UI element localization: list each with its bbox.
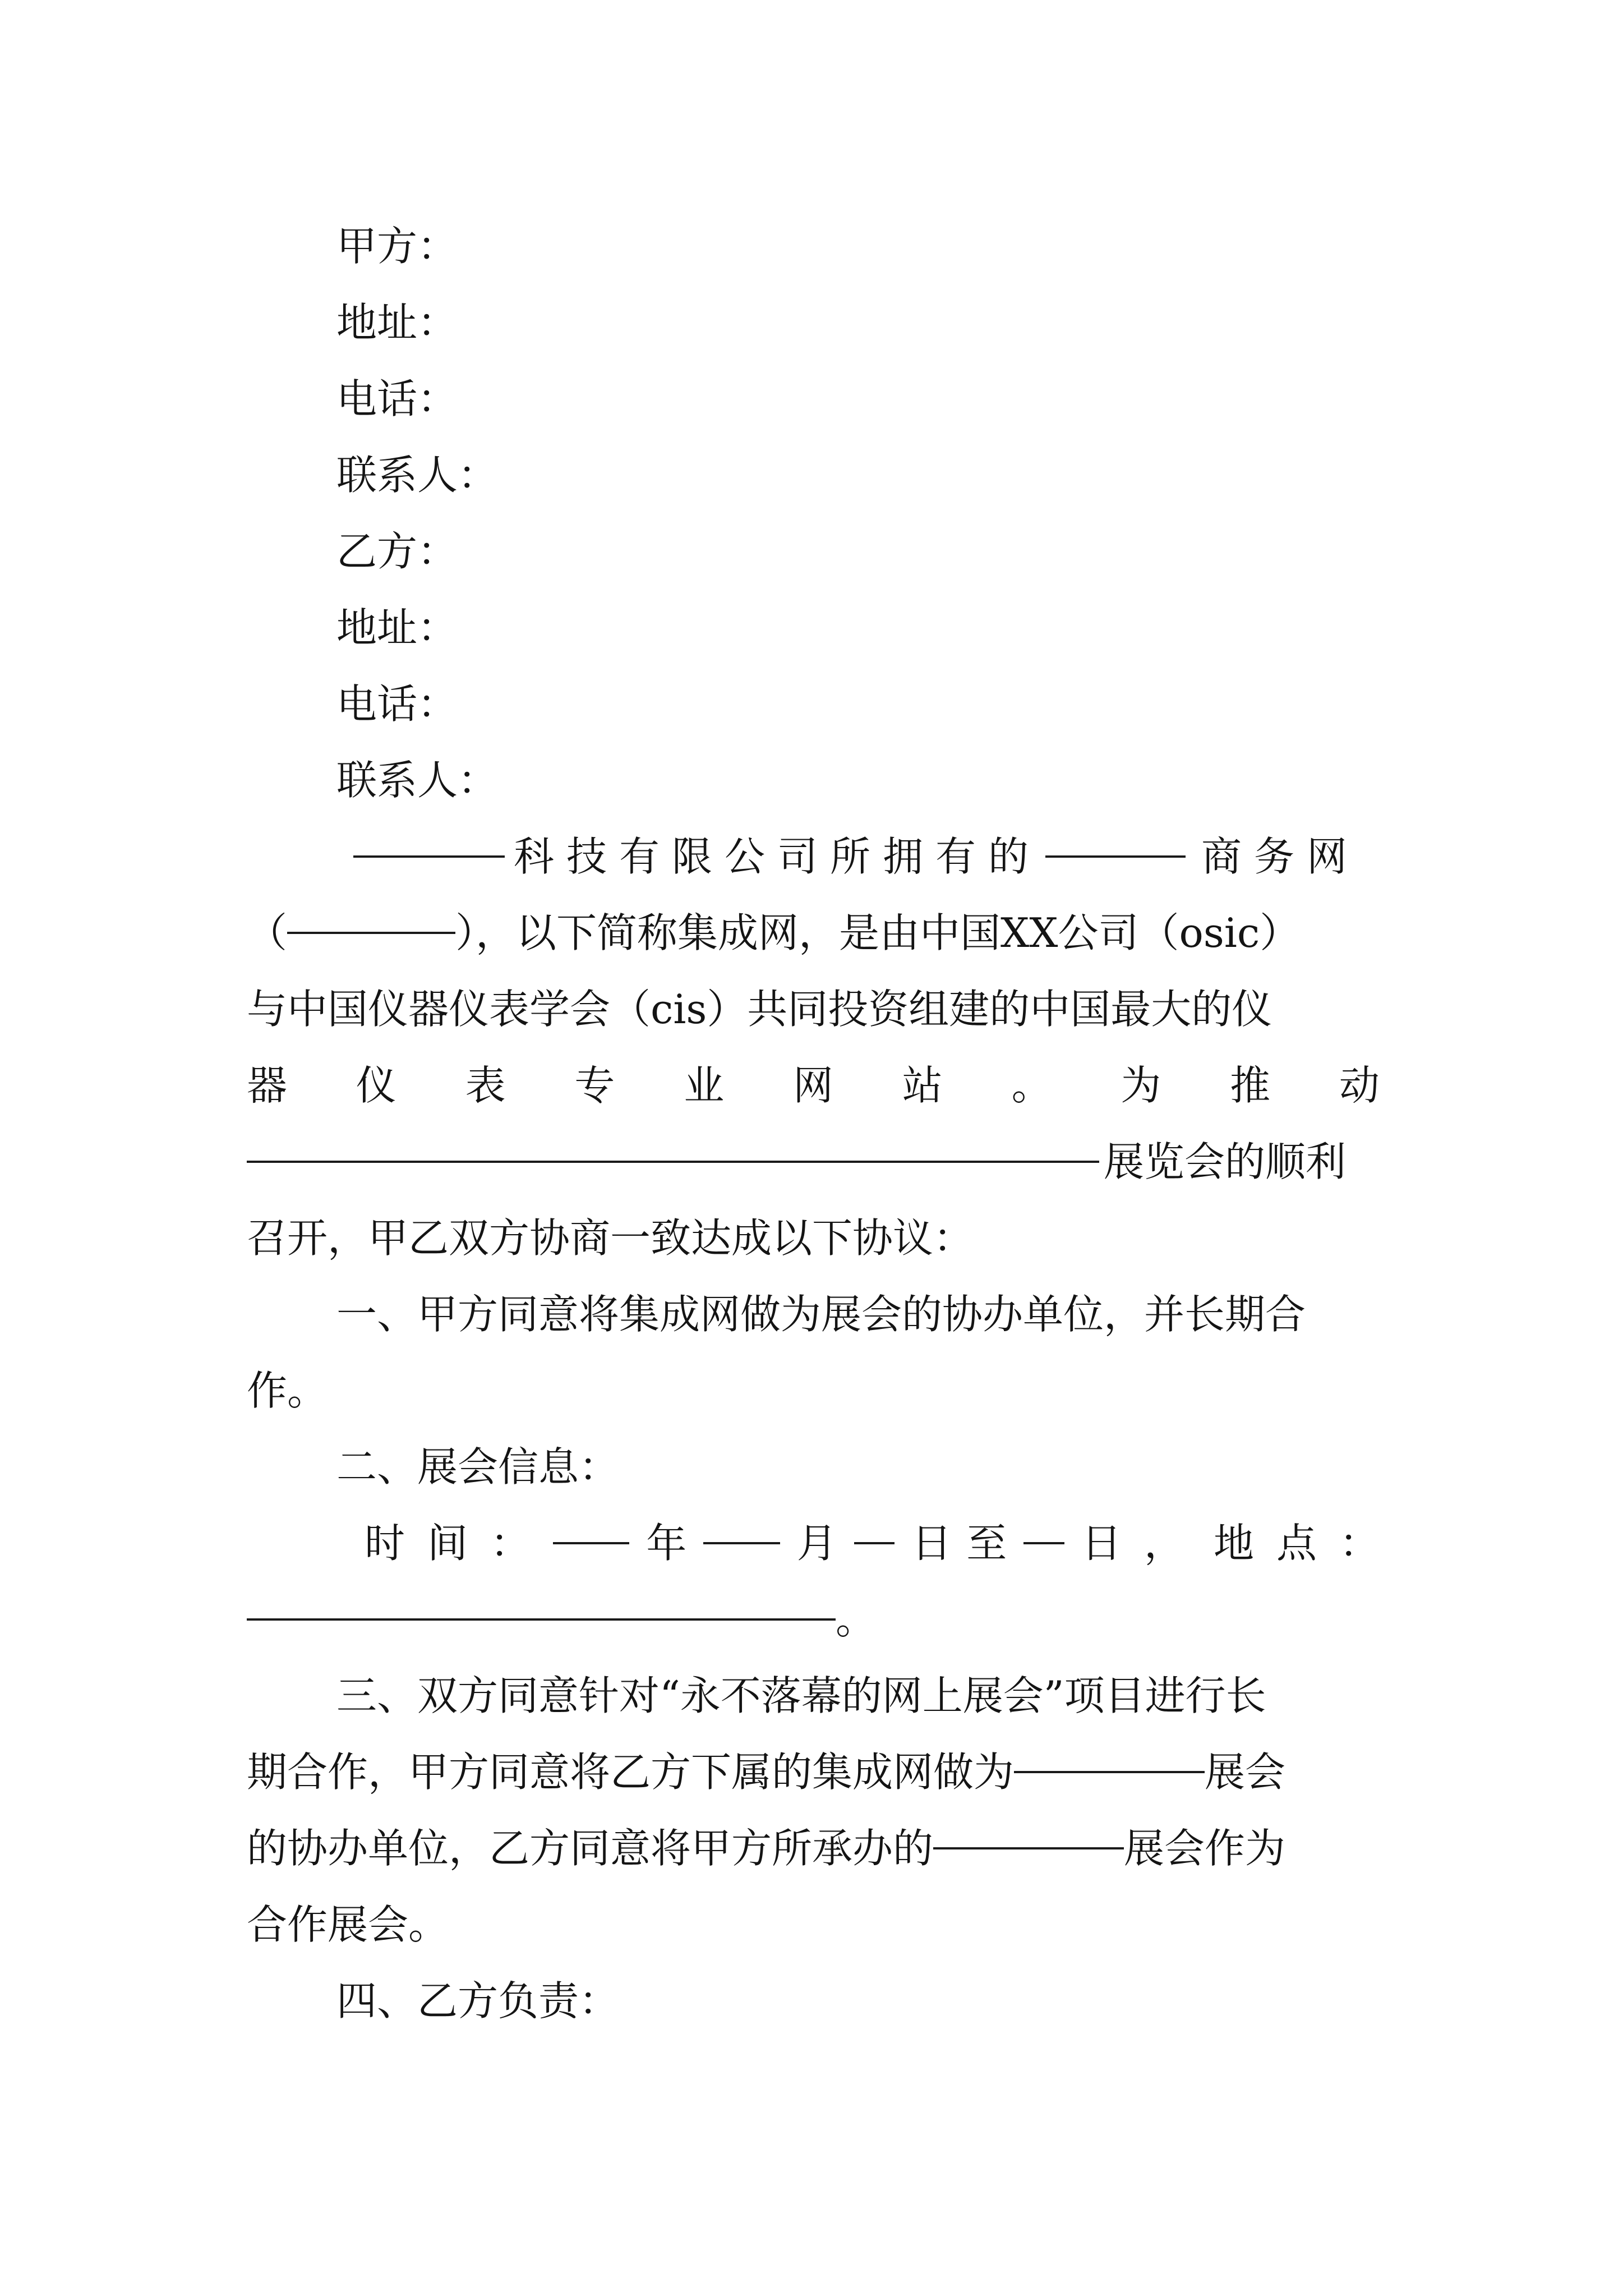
clause-2-title: 二、展会信息： [336,1443,620,1490]
party-a-address: 地址： [336,299,458,346]
intro-line-4 [247,1047,1380,1124]
blank-website [1045,855,1186,858]
char: 动 [1339,1062,1380,1109]
char: 点 [1276,1520,1317,1567]
intro-line-5 [247,1123,1385,1200]
blank-month [703,1542,780,1544]
blank-year [553,1542,629,1544]
party-a-phone: 电话： [336,375,458,422]
intro-text-2b: ），以下简称集成网，是由中国XX公司（osic） [455,909,1301,956]
blank-day-from [854,1542,895,1544]
day-from-label: 日至 [911,1520,1022,1567]
char: 间 [427,1520,468,1567]
clause-2-time-line [365,1504,1380,1582]
char: ： [490,1520,531,1567]
char: 表 [465,1062,506,1109]
blank-exhibition-b [933,1847,1124,1849]
year-label: 年 [646,1520,687,1567]
clause-3-line-4: 合作展会。 [247,1901,449,1948]
party-b-contact: 联系人： [336,757,499,804]
clause-3-line-3 [247,1810,1285,1887]
char: 仪 [356,1062,396,1109]
char: ： [1339,1520,1380,1567]
intro-text-1a: 科技有限公司所拥有的 [514,833,1041,880]
blank-day-to [1023,1542,1064,1544]
clause-3-text-3b: 展会作为 [1124,1825,1286,1872]
blank-exhibition-name [247,1161,1099,1163]
char: 业 [684,1062,725,1109]
clause-2-place-line [247,1581,876,1658]
place-end: 。 [836,1596,877,1643]
party-b-phone: 电话： [336,680,458,728]
blank-place [247,1618,836,1621]
char: 为 [1121,1062,1161,1109]
intro-line-1 [353,818,1380,895]
intro-text-1b: 商务网 [1201,833,1360,880]
char: 地 [1213,1520,1254,1567]
char: 时 [365,1520,405,1567]
party-a-contact: 联系人： [336,452,499,499]
clause-3-line-2 [247,1733,1285,1811]
char: 推 [1230,1062,1271,1109]
intro-text-2a: （ [247,909,288,956]
char: 专 [574,1062,615,1109]
blank-url [287,932,455,934]
clause-1-line-2: 作。 [247,1367,328,1414]
blank-company [353,855,505,858]
intro-line-6: 召开，甲乙双方协商一致达成以下协议： [247,1214,974,1262]
blank-exhibition-a [1014,1771,1205,1773]
clause-4-title: 四、乙方负责： [336,1977,620,2024]
char: 网 [792,1062,833,1109]
party-b-address: 地址： [336,604,458,651]
intro-line-3: 与中国仪器仪表学会（cis）共同投资组建的中国最大的仪 [247,986,1272,1033]
day-to-label: 日， [1081,1520,1207,1567]
party-a-label: 甲方： [336,223,458,270]
clause-1-line-1: 一、甲方同意将集成网做为展会的协办单位，并长期合 [336,1291,1306,1338]
clause-3-line-1: 三、双方同意针对“永不落幕的网上展会”项目进行长 [336,1672,1266,1719]
party-b-label: 乙方： [336,528,458,575]
month-label: 月 [796,1520,837,1567]
intro-text-5: 展览会的顺利 [1104,1138,1347,1185]
clause-3-text-2a: 期合作，甲方同意将乙方下属的集成网做为 [247,1749,1015,1796]
clause-3-text-2b: 展会 [1205,1749,1286,1796]
clause-3-text-3a: 的协办单位，乙方同意将甲方所承办的 [247,1825,934,1872]
char: 器 [247,1062,288,1109]
char: 。 [1011,1062,1052,1109]
char: 站 [902,1062,943,1109]
intro-line-2 [247,894,1385,972]
